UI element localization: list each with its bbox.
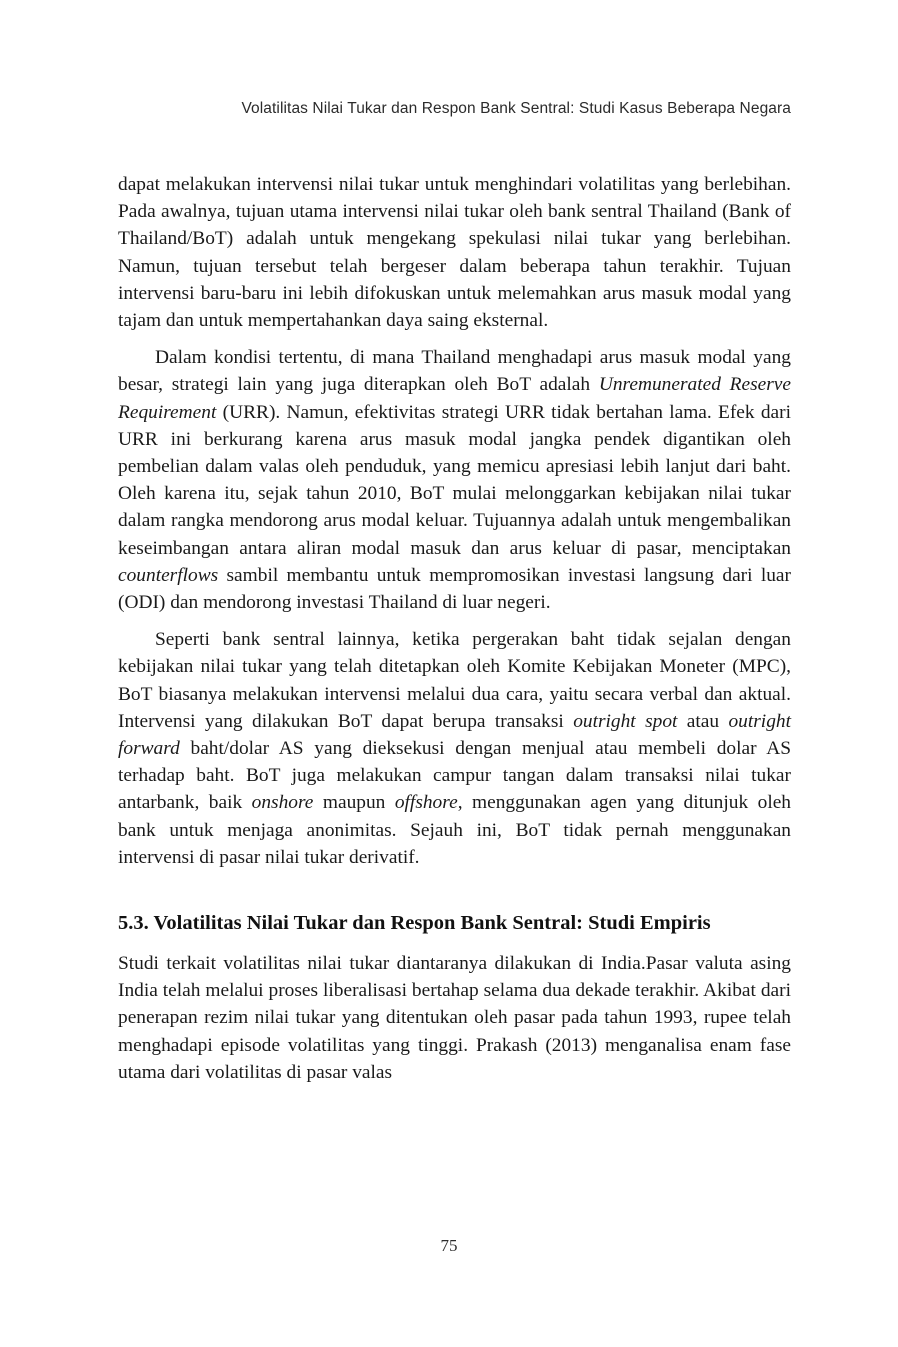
text-run: maupun bbox=[313, 792, 395, 814]
text-run: atau bbox=[677, 710, 729, 732]
text-run: (URR). Namun, efektivitas strategi URR tidak bertahan lama. Efek dari URR ini berkurang karena arus masuk modal jangka pendek digantikan oleh pembelian dalam valas oleh penduduk, yang memicu apresiasi lebih lanjut dari baht. Oleh karena itu, sejak tahun 2010, BoT mulai melonggarkan kebijakan nilai tukar dalam rangka mendorong arus modal keluar. Tujuannya adalah untuk mengembalikan keseimbangan antara aliran modal masuk dan arus keluar di pasar, menciptakan bbox=[118, 401, 791, 559]
italic-term: Unremunerated Reserve Requirement bbox=[118, 374, 791, 423]
running-header: Volatilitas Nilai Tukar dan Respon Bank Sentral: Studi Kasus Beberapa Negara bbox=[241, 100, 791, 117]
italic-term: counterflows bbox=[118, 564, 219, 586]
paragraph-2 bbox=[118, 344, 791, 616]
text-run: , menggunakan agen yang ditunjuk oleh bank untuk menjaga anonimitas. Sejauh ini, BoT tidak pernah menggunakan intervensi di pasar nilai tukar derivatif. bbox=[118, 792, 792, 868]
text-run: sambil membantu untuk mempromosikan investasi langsung dari luar (ODI) dan mendorong investasi Thailand di luar negeri. bbox=[118, 564, 791, 614]
paragraph-3 bbox=[118, 626, 791, 871]
text-run: baht/dolar AS yang dieksekusi dengan menjual atau membeli dolar AS terhadap baht. BoT juga melakukan campur tangan dalam transaksi nilai tukar antarbank, baik bbox=[118, 738, 791, 814]
text-run: Dalam kondisi tertentu, di mana Thailand menghadapi arus masuk modal yang besar, strategi lain yang juga diterapkan oleh BoT adalah bbox=[118, 347, 791, 396]
text-run: Seperti bank sentral lainnya, ketika pergerakan baht tidak sejalan dengan kebijakan nilai tukar yang telah ditetapkan oleh Komite Kebijakan Moneter (MPC), BoT biasanya melakukan intervensi melalui dua cara, yaitu secara verbal dan aktual. Intervensi yang dilakukan BoT dapat berupa transaksi bbox=[118, 629, 791, 732]
paragraph-1: dapat melakukan intervensi nilai tukar untuk menghindari volatilitas yang berlebihan. Pada awalnya, tujuan utama intervensi nilai tukar oleh bank sentral Thailand (Bank of Thailand/BoT) adalah untuk mengekang spekulasi nilai tukar yang berlebihan. Namun, tujuan tersebut telah bergeser dalam beberapa tahun terakhir. Tujuan intervensi baru-baru ini lebih difokuskan untuk melemahkan arus masuk modal yang tajam dan untuk mempertahankan daya saing eksternal. bbox=[118, 174, 791, 332]
paragraph-4: Studi terkait volatilitas nilai tukar diantaranya dilakukan di India.Pasar valuta asing India telah melalui proses liberalisasi bertahap selama dua dekade terakhir. Akibat dari penerapan rezim nilai tukar yang ditentukan oleh pasar pada tahun 1993, rupee telah menghadapi episode volatilitas yang tinggi. Prakash (2013) menganalisa enam fase utama dari volatilitas di pasar valas bbox=[118, 953, 791, 1083]
page-body bbox=[118, 171, 791, 1086]
italic-term: offshore bbox=[394, 792, 458, 814]
section-heading: 5.3. Volatilitas Nilai Tukar dan Respon Bank Sentral: Studi Empiris bbox=[118, 912, 711, 935]
italic-term: onshore bbox=[251, 792, 314, 814]
page-number: 75 bbox=[440, 1236, 458, 1255]
italic-term: outright spot bbox=[573, 710, 678, 732]
italic-term: outright forward bbox=[118, 710, 791, 760]
